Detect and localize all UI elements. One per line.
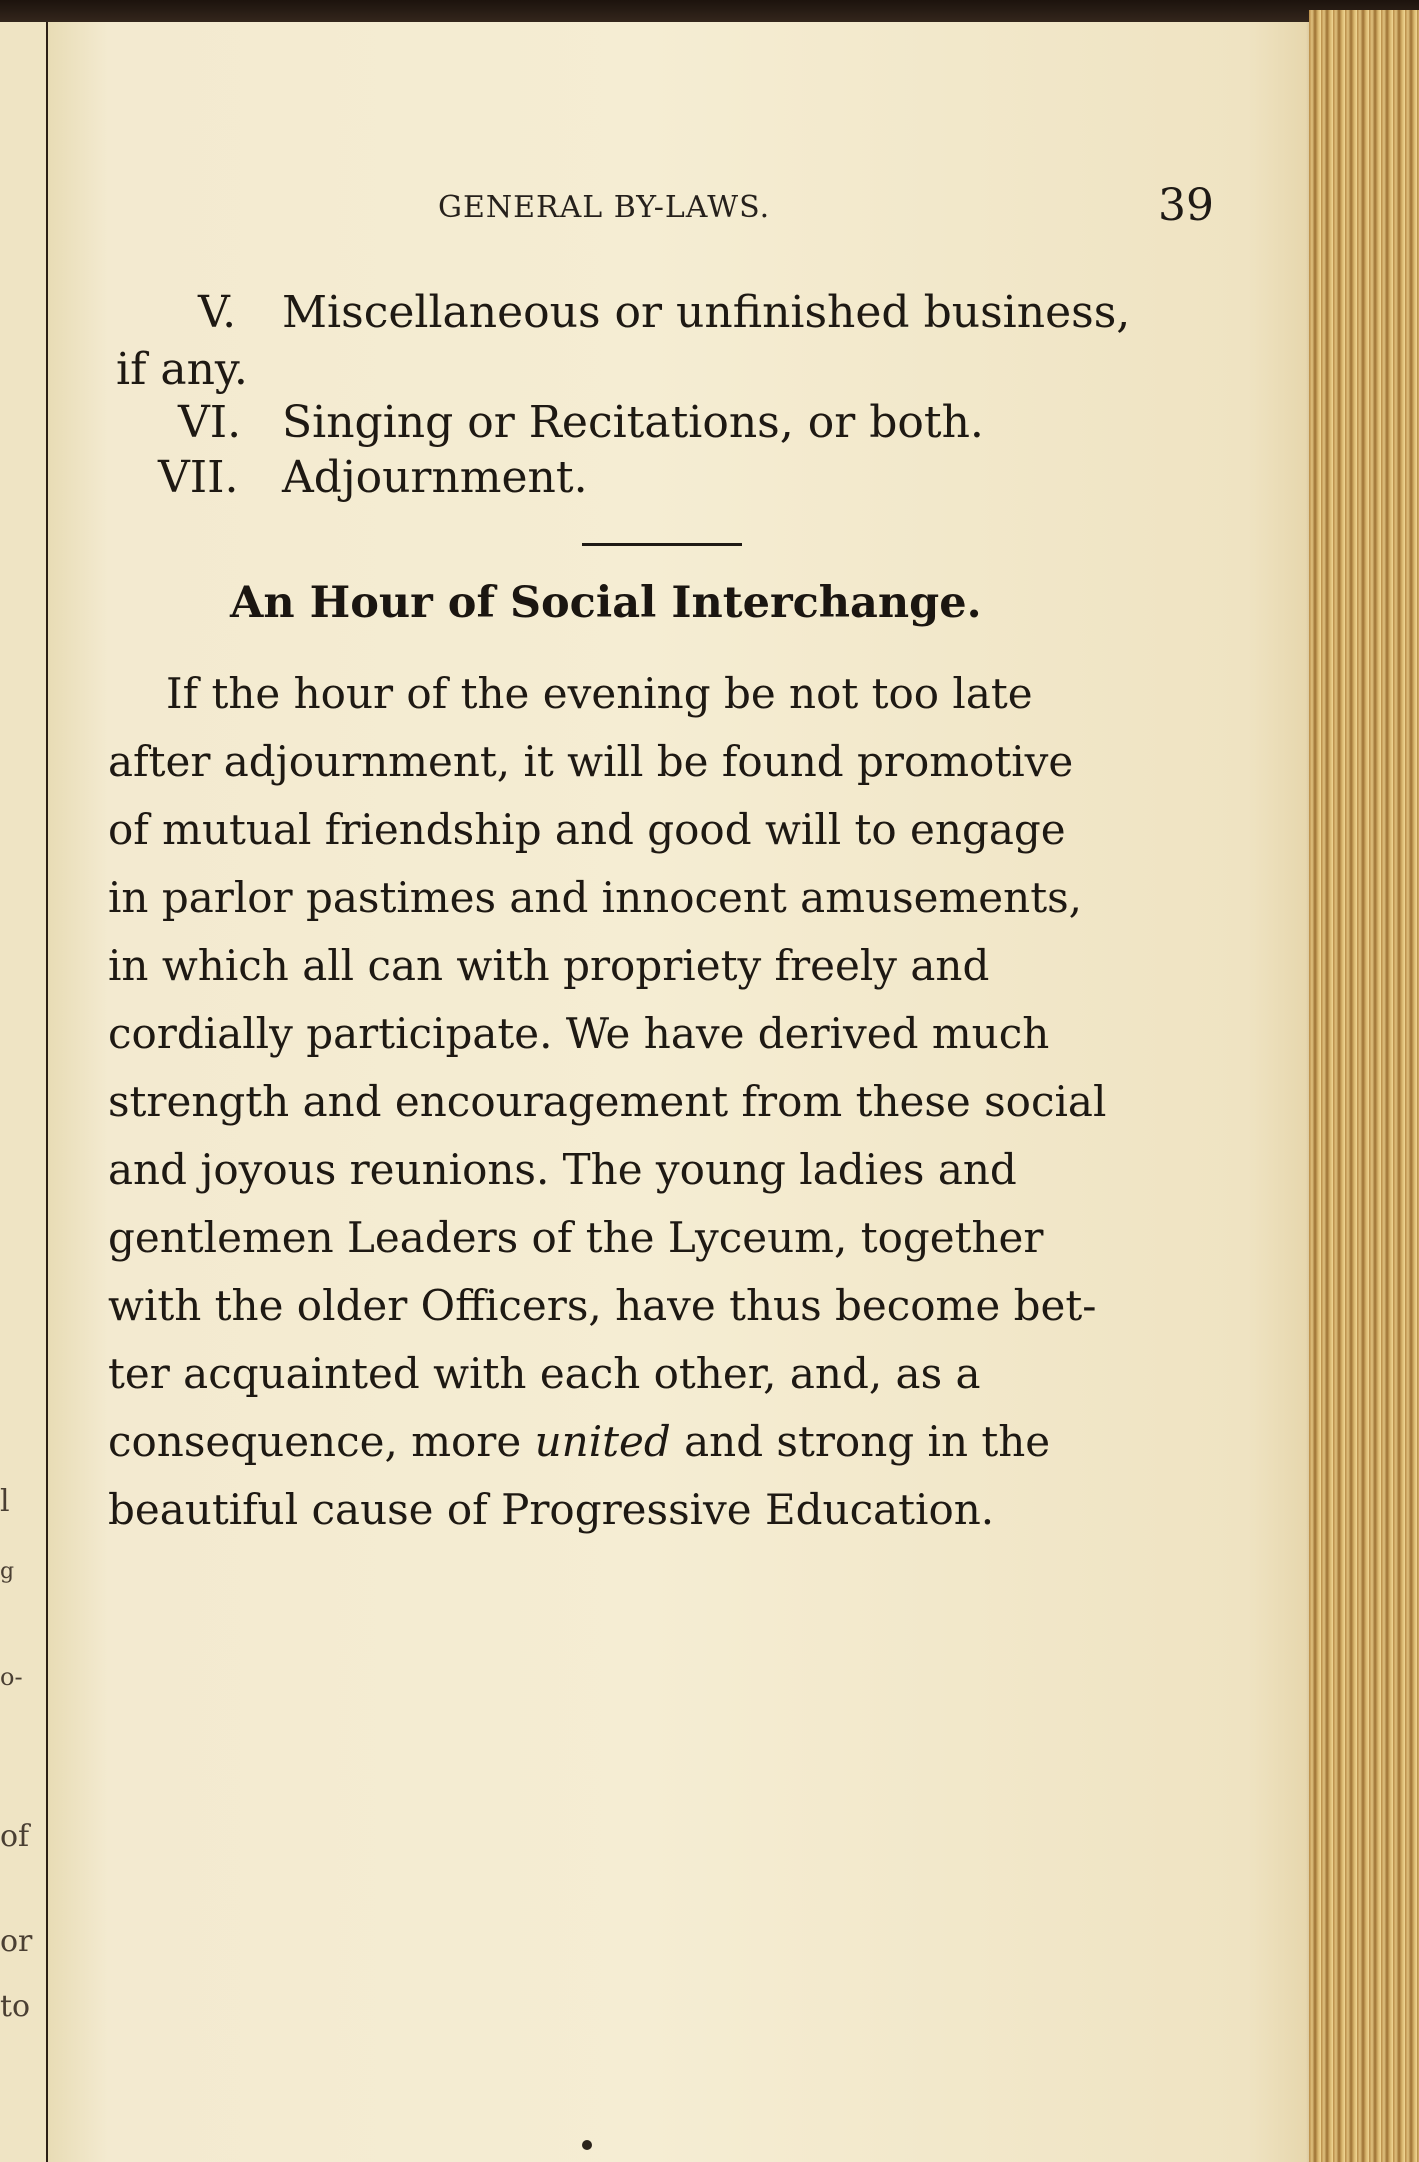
paragraph-line-13: beautiful cause of Progressive Education. bbox=[108, 1485, 995, 1534]
margin-bleed-6: to bbox=[0, 1989, 31, 2024]
section-paragraph bbox=[108, 660, 1208, 1544]
page-number: 39 bbox=[1158, 180, 1214, 231]
order-item-6-numeral: VI. bbox=[178, 397, 242, 448]
paragraph-line-8: and joyous reunions. The young ladies and bbox=[108, 1145, 1017, 1194]
paragraph-line-12 bbox=[108, 1408, 1208, 1476]
margin-bleed-1: l bbox=[0, 1484, 10, 1519]
running-head: GENERAL BY-LAWS. bbox=[438, 190, 771, 225]
order-item-5-continuation: if any. bbox=[116, 344, 248, 395]
paragraph-line-4: in parlor pastimes and innocent amusements, bbox=[108, 873, 1082, 922]
line-12-start: consequence, more bbox=[108, 1417, 535, 1466]
order-item-6-text: Singing or Recitations, or both. bbox=[282, 397, 984, 448]
facing-page-strip bbox=[0, 22, 48, 2162]
printer-mark-dot bbox=[582, 2140, 592, 2150]
section-rule bbox=[582, 543, 742, 546]
paragraph-line-11: ter acquainted with each other, and, as a bbox=[108, 1349, 981, 1398]
line-12-end: and strong in the bbox=[670, 1417, 1051, 1466]
paragraph-line-1: If the hour of the evening be not too late bbox=[166, 669, 1033, 718]
paragraph-line-2: after adjournment, it will be found promotive bbox=[108, 737, 1074, 786]
margin-bleed-4: of bbox=[0, 1819, 30, 1854]
page-edges bbox=[1309, 10, 1419, 2162]
order-item-5-text: Miscellaneous or unfinished business, bbox=[282, 287, 1131, 338]
paragraph-line-3: of mutual friendship and good will to engage bbox=[108, 805, 1066, 854]
order-item-5-numeral: V. bbox=[198, 287, 237, 338]
paragraph-line-10: with the older Officers, have thus become bet- bbox=[108, 1281, 1097, 1330]
order-item-7-numeral: VII. bbox=[158, 452, 239, 503]
paragraph-line-6: cordially participate. We have derived much bbox=[108, 1009, 1050, 1058]
margin-bleed-3: o- bbox=[0, 1663, 23, 1691]
paragraph-line-5: in which all can with propriety freely and bbox=[108, 941, 990, 990]
paragraph-line-7: strength and encouragement from these social bbox=[108, 1077, 1107, 1126]
order-item-7-text: Adjournment. bbox=[282, 452, 588, 503]
margin-bleed-5: or bbox=[0, 1924, 33, 1959]
section-title: An Hour of Social Interchange. bbox=[230, 578, 982, 628]
emphasis-united: united bbox=[534, 1417, 671, 1466]
margin-bleed-2: g bbox=[0, 1559, 15, 1584]
paragraph-line-9: gentlemen Leaders of the Lyceum, together bbox=[108, 1213, 1044, 1262]
